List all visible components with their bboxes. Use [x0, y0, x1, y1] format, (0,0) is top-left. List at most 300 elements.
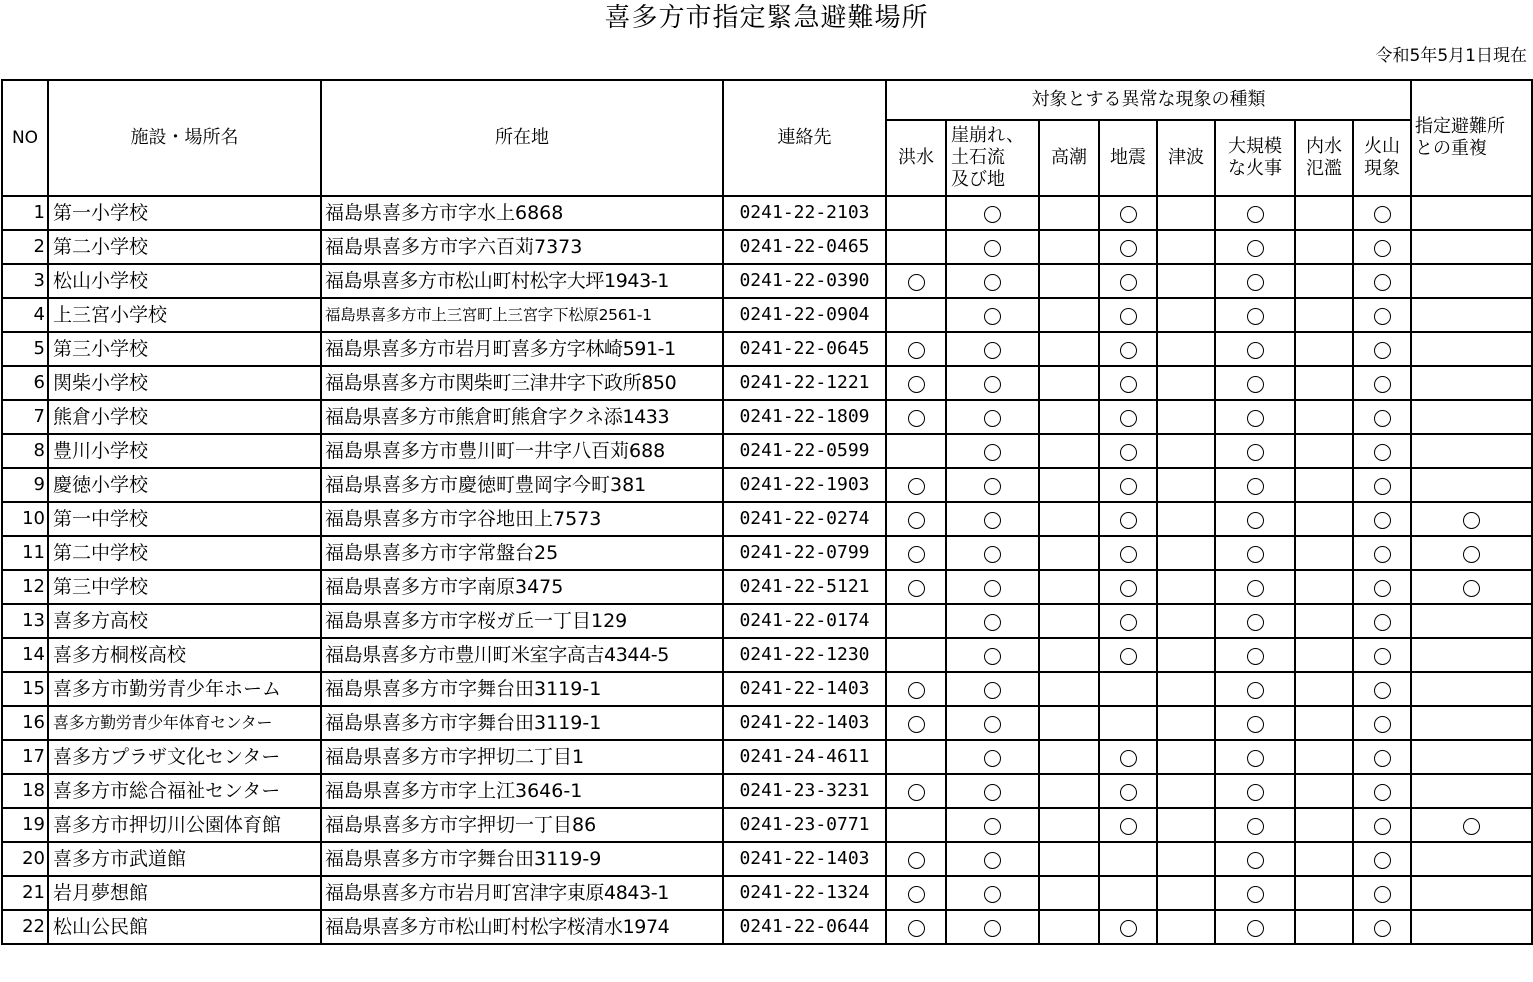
- mark-hazard-volcano: [1353, 536, 1411, 570]
- circle-mark-icon: [1374, 546, 1391, 563]
- circle-mark-icon: [984, 274, 1001, 291]
- circle-mark-icon: [1463, 580, 1480, 597]
- header-hazard-types: 対象とする異常な現象の種類: [886, 80, 1411, 120]
- circle-mark-icon: [1120, 784, 1137, 801]
- header-contact: 連絡先: [723, 80, 886, 196]
- mark-shelter-overlap: [1411, 536, 1532, 570]
- circle-mark-icon: [1247, 240, 1264, 257]
- mark-shelter-overlap: [1411, 502, 1532, 536]
- mark-hazard-tsunami: [1157, 842, 1215, 876]
- circle-mark-icon: [908, 376, 925, 393]
- facility-address: 福島県喜多方市字六百苅7373: [321, 230, 723, 264]
- circle-mark-icon: [908, 478, 925, 495]
- mark-hazard-volcano: [1353, 468, 1411, 502]
- mark-hazard-earthquake: [1099, 400, 1157, 434]
- circle-mark-icon: [1120, 376, 1137, 393]
- header-hazard-landslide: 崖崩れ、 土石流 及び地: [946, 120, 1039, 196]
- mark-hazard-landslide: [946, 774, 1039, 808]
- mark-hazard-tsunami: [1157, 434, 1215, 468]
- facility-address: 福島県喜多方市岩月町喜多方字林崎591-1: [321, 332, 723, 366]
- header-hazard-large-fire: 大規模 な火事: [1215, 120, 1295, 196]
- row-number: 2: [2, 230, 48, 264]
- row-number: 16: [2, 706, 48, 740]
- mark-hazard-storm-surge: [1039, 196, 1099, 230]
- facility-address: 福島県喜多方市字押切二丁目1: [321, 740, 723, 774]
- facility-name: 豊川小学校: [48, 434, 321, 468]
- mark-hazard-flood: [886, 366, 946, 400]
- mark-hazard-storm-surge: [1039, 876, 1099, 910]
- circle-mark-icon: [1120, 240, 1137, 257]
- mark-hazard-volcano: [1353, 808, 1411, 842]
- mark-hazard-large-fire: [1215, 774, 1295, 808]
- circle-mark-icon: [984, 886, 1001, 903]
- mark-hazard-tsunami: [1157, 332, 1215, 366]
- circle-mark-icon: [984, 648, 1001, 665]
- circle-mark-icon: [1374, 512, 1391, 529]
- mark-hazard-flood: [886, 570, 946, 604]
- circle-mark-icon: [1120, 342, 1137, 359]
- circle-mark-icon: [1120, 818, 1137, 835]
- facility-phone: 0241-22-1903: [723, 468, 886, 502]
- circle-mark-icon: [1374, 750, 1391, 767]
- facility-name: 喜多方市武道館: [48, 842, 321, 876]
- circle-mark-icon: [1247, 308, 1264, 325]
- mark-hazard-volcano: [1353, 740, 1411, 774]
- mark-hazard-volcano: [1353, 400, 1411, 434]
- mark-hazard-earthquake: [1099, 706, 1157, 740]
- mark-hazard-inland-flood: [1295, 604, 1353, 638]
- mark-hazard-large-fire: [1215, 672, 1295, 706]
- circle-mark-icon: [908, 920, 925, 937]
- mark-shelter-overlap: [1411, 808, 1532, 842]
- circle-mark-icon: [1120, 478, 1137, 495]
- facility-name: 喜多方市勤労青少年ホーム: [48, 672, 321, 706]
- mark-hazard-flood: [886, 706, 946, 740]
- table-row: [2, 502, 1532, 536]
- circle-mark-icon: [984, 478, 1001, 495]
- table-row: [2, 366, 1532, 400]
- mark-hazard-large-fire: [1215, 468, 1295, 502]
- circle-mark-icon: [984, 240, 1001, 257]
- circle-mark-icon: [984, 750, 1001, 767]
- header-shelter-overlap: 指定避難所 との重複: [1411, 80, 1532, 196]
- mark-hazard-storm-surge: [1039, 706, 1099, 740]
- mark-hazard-storm-surge: [1039, 774, 1099, 808]
- header-facility-name: 施設・場所名: [48, 80, 321, 196]
- circle-mark-icon: [1120, 410, 1137, 427]
- mark-hazard-tsunami: [1157, 298, 1215, 332]
- mark-hazard-flood: [886, 740, 946, 774]
- mark-hazard-landslide: [946, 468, 1039, 502]
- facility-name: 第三小学校: [48, 332, 321, 366]
- row-number: 9: [2, 468, 48, 502]
- facility-address: 福島県喜多方市字押切一丁目86: [321, 808, 723, 842]
- facility-address: 福島県喜多方市字南原3475: [321, 570, 723, 604]
- mark-hazard-earthquake: [1099, 638, 1157, 672]
- mark-shelter-overlap: [1411, 366, 1532, 400]
- circle-mark-icon: [1247, 580, 1264, 597]
- mark-hazard-volcano: [1353, 842, 1411, 876]
- mark-hazard-landslide: [946, 298, 1039, 332]
- mark-hazard-storm-surge: [1039, 638, 1099, 672]
- circle-mark-icon: [984, 682, 1001, 699]
- mark-shelter-overlap: [1411, 672, 1532, 706]
- circle-mark-icon: [984, 580, 1001, 597]
- facility-address: 福島県喜多方市豊川町一井字八百苅688: [321, 434, 723, 468]
- circle-mark-icon: [908, 410, 925, 427]
- circle-mark-icon: [1374, 410, 1391, 427]
- mark-hazard-earthquake: [1099, 876, 1157, 910]
- circle-mark-icon: [984, 818, 1001, 835]
- circle-mark-icon: [1247, 614, 1264, 631]
- mark-shelter-overlap: [1411, 230, 1532, 264]
- circle-mark-icon: [908, 852, 925, 869]
- circle-mark-icon: [984, 444, 1001, 461]
- facility-phone: 0241-22-0599: [723, 434, 886, 468]
- mark-hazard-flood: [886, 298, 946, 332]
- mark-hazard-earthquake: [1099, 434, 1157, 468]
- mark-hazard-earthquake: [1099, 298, 1157, 332]
- mark-hazard-inland-flood: [1295, 230, 1353, 264]
- mark-hazard-tsunami: [1157, 468, 1215, 502]
- mark-hazard-large-fire: [1215, 434, 1295, 468]
- table-row: [2, 672, 1532, 706]
- circle-mark-icon: [1374, 886, 1391, 903]
- circle-mark-icon: [984, 308, 1001, 325]
- row-number: 11: [2, 536, 48, 570]
- mark-hazard-tsunami: [1157, 502, 1215, 536]
- mark-hazard-inland-flood: [1295, 332, 1353, 366]
- mark-hazard-landslide: [946, 604, 1039, 638]
- mark-hazard-earthquake: [1099, 740, 1157, 774]
- mark-hazard-landslide: [946, 230, 1039, 264]
- mark-hazard-storm-surge: [1039, 604, 1099, 638]
- table-row: [2, 468, 1532, 502]
- facility-name: 松山公民館: [48, 910, 321, 944]
- mark-hazard-storm-surge: [1039, 842, 1099, 876]
- circle-mark-icon: [1247, 376, 1264, 393]
- mark-hazard-inland-flood: [1295, 298, 1353, 332]
- row-number: 17: [2, 740, 48, 774]
- mark-hazard-storm-surge: [1039, 570, 1099, 604]
- table-row: [2, 536, 1532, 570]
- mark-hazard-volcano: [1353, 298, 1411, 332]
- facility-address: 福島県喜多方市字上江3646-1: [321, 774, 723, 808]
- facility-phone: 0241-23-0771: [723, 808, 886, 842]
- mark-hazard-landslide: [946, 876, 1039, 910]
- mark-hazard-inland-flood: [1295, 570, 1353, 604]
- mark-hazard-large-fire: [1215, 366, 1295, 400]
- circle-mark-icon: [1374, 478, 1391, 495]
- header-hazard-flood: 洪水: [886, 120, 946, 196]
- mark-hazard-landslide: [946, 672, 1039, 706]
- mark-hazard-landslide: [946, 808, 1039, 842]
- mark-hazard-storm-surge: [1039, 400, 1099, 434]
- table-header: [2, 80, 1532, 196]
- row-number: 6: [2, 366, 48, 400]
- mark-hazard-earthquake: [1099, 366, 1157, 400]
- mark-hazard-inland-flood: [1295, 910, 1353, 944]
- facility-name: 第二中学校: [48, 536, 321, 570]
- facility-name: 第三中学校: [48, 570, 321, 604]
- mark-hazard-earthquake: [1099, 230, 1157, 264]
- mark-hazard-tsunami: [1157, 638, 1215, 672]
- mark-shelter-overlap: [1411, 332, 1532, 366]
- mark-hazard-volcano: [1353, 638, 1411, 672]
- mark-hazard-volcano: [1353, 604, 1411, 638]
- facility-address: 福島県喜多方市豊川町米室字高吉4344-5: [321, 638, 723, 672]
- mark-hazard-storm-surge: [1039, 264, 1099, 298]
- table-body: [2, 196, 1532, 944]
- circle-mark-icon: [984, 920, 1001, 937]
- mark-shelter-overlap: [1411, 298, 1532, 332]
- facility-address: 福島県喜多方市上三宮町上三宮字下松原2561-1: [321, 298, 723, 332]
- mark-hazard-landslide: [946, 910, 1039, 944]
- mark-hazard-tsunami: [1157, 230, 1215, 264]
- mark-hazard-large-fire: [1215, 570, 1295, 604]
- circle-mark-icon: [1374, 614, 1391, 631]
- circle-mark-icon: [984, 376, 1001, 393]
- mark-hazard-earthquake: [1099, 196, 1157, 230]
- facility-name: 第一中学校: [48, 502, 321, 536]
- row-number: 19: [2, 808, 48, 842]
- mark-hazard-storm-surge: [1039, 332, 1099, 366]
- mark-hazard-tsunami: [1157, 706, 1215, 740]
- facility-phone: 0241-22-2103: [723, 196, 886, 230]
- circle-mark-icon: [1247, 342, 1264, 359]
- circle-mark-icon: [1247, 444, 1264, 461]
- table-row: [2, 434, 1532, 468]
- circle-mark-icon: [984, 342, 1001, 359]
- mark-hazard-storm-surge: [1039, 468, 1099, 502]
- mark-shelter-overlap: [1411, 876, 1532, 910]
- mark-hazard-inland-flood: [1295, 706, 1353, 740]
- mark-hazard-volcano: [1353, 570, 1411, 604]
- mark-shelter-overlap: [1411, 264, 1532, 298]
- mark-hazard-inland-flood: [1295, 638, 1353, 672]
- circle-mark-icon: [984, 546, 1001, 563]
- facility-name: 第二小学校: [48, 230, 321, 264]
- circle-mark-icon: [908, 512, 925, 529]
- facility-address: 福島県喜多方市慶徳町豊岡字今町381: [321, 468, 723, 502]
- facility-address: 福島県喜多方市字谷地田上7573: [321, 502, 723, 536]
- mark-hazard-flood: [886, 536, 946, 570]
- mark-shelter-overlap: [1411, 910, 1532, 944]
- facility-address: 福島県喜多方市字舞台田3119-1: [321, 672, 723, 706]
- mark-hazard-inland-flood: [1295, 536, 1353, 570]
- circle-mark-icon: [1120, 512, 1137, 529]
- circle-mark-icon: [1374, 784, 1391, 801]
- header-no: NO: [2, 80, 48, 196]
- mark-hazard-tsunami: [1157, 264, 1215, 298]
- table-row: [2, 638, 1532, 672]
- circle-mark-icon: [984, 852, 1001, 869]
- mark-hazard-landslide: [946, 740, 1039, 774]
- row-number: 1: [2, 196, 48, 230]
- mark-hazard-inland-flood: [1295, 808, 1353, 842]
- table-row: [2, 740, 1532, 774]
- mark-hazard-large-fire: [1215, 536, 1295, 570]
- mark-hazard-storm-surge: [1039, 298, 1099, 332]
- table-row: [2, 332, 1532, 366]
- mark-hazard-volcano: [1353, 434, 1411, 468]
- mark-shelter-overlap: [1411, 740, 1532, 774]
- facility-phone: 0241-22-5121: [723, 570, 886, 604]
- mark-hazard-inland-flood: [1295, 366, 1353, 400]
- facility-address: 福島県喜多方市字舞台田3119-9: [321, 842, 723, 876]
- circle-mark-icon: [1120, 308, 1137, 325]
- mark-hazard-large-fire: [1215, 332, 1295, 366]
- mark-hazard-volcano: [1353, 366, 1411, 400]
- header-hazard-inland-flood: 内水 氾濫: [1295, 120, 1353, 196]
- facility-address: 福島県喜多方市字常盤台25: [321, 536, 723, 570]
- circle-mark-icon: [1120, 206, 1137, 223]
- mark-hazard-large-fire: [1215, 910, 1295, 944]
- row-number: 20: [2, 842, 48, 876]
- facility-phone: 0241-22-0390: [723, 264, 886, 298]
- mark-hazard-large-fire: [1215, 400, 1295, 434]
- table-row: [2, 196, 1532, 230]
- mark-hazard-inland-flood: [1295, 740, 1353, 774]
- table-row: [2, 264, 1532, 298]
- mark-hazard-tsunami: [1157, 672, 1215, 706]
- facility-address: 福島県喜多方市字水上6868: [321, 196, 723, 230]
- facility-name: 岩月夢想館: [48, 876, 321, 910]
- circle-mark-icon: [1247, 274, 1264, 291]
- circle-mark-icon: [984, 206, 1001, 223]
- mark-hazard-storm-surge: [1039, 740, 1099, 774]
- mark-hazard-flood: [886, 604, 946, 638]
- circle-mark-icon: [1374, 444, 1391, 461]
- mark-shelter-overlap: [1411, 638, 1532, 672]
- mark-hazard-tsunami: [1157, 604, 1215, 638]
- mark-hazard-inland-flood: [1295, 434, 1353, 468]
- mark-hazard-large-fire: [1215, 604, 1295, 638]
- facility-phone: 0241-23-3231: [723, 774, 886, 808]
- mark-hazard-flood: [886, 196, 946, 230]
- mark-hazard-flood: [886, 502, 946, 536]
- mark-hazard-volcano: [1353, 774, 1411, 808]
- circle-mark-icon: [1463, 512, 1480, 529]
- mark-hazard-landslide: [946, 706, 1039, 740]
- mark-hazard-large-fire: [1215, 740, 1295, 774]
- mark-shelter-overlap: [1411, 774, 1532, 808]
- circle-mark-icon: [1120, 444, 1137, 461]
- mark-hazard-earthquake: [1099, 332, 1157, 366]
- facility-address: 福島県喜多方市熊倉町熊倉字クネ添1433: [321, 400, 723, 434]
- mark-hazard-tsunami: [1157, 366, 1215, 400]
- circle-mark-icon: [1247, 784, 1264, 801]
- mark-shelter-overlap: [1411, 842, 1532, 876]
- mark-hazard-flood: [886, 332, 946, 366]
- facility-name: 喜多方桐桜高校: [48, 638, 321, 672]
- mark-hazard-large-fire: [1215, 298, 1295, 332]
- mark-hazard-large-fire: [1215, 876, 1295, 910]
- mark-hazard-storm-surge: [1039, 434, 1099, 468]
- header-address: 所在地: [321, 80, 723, 196]
- circle-mark-icon: [1120, 274, 1137, 291]
- mark-hazard-earthquake: [1099, 910, 1157, 944]
- circle-mark-icon: [984, 784, 1001, 801]
- circle-mark-icon: [1120, 580, 1137, 597]
- table-row: [2, 910, 1532, 944]
- circle-mark-icon: [1247, 410, 1264, 427]
- facility-address: 福島県喜多方市岩月町宮津字東原4843-1: [321, 876, 723, 910]
- circle-mark-icon: [1374, 342, 1391, 359]
- mark-hazard-earthquake: [1099, 264, 1157, 298]
- facility-phone: 0241-22-1403: [723, 842, 886, 876]
- circle-mark-icon: [908, 784, 925, 801]
- mark-hazard-inland-flood: [1295, 842, 1353, 876]
- mark-hazard-volcano: [1353, 672, 1411, 706]
- circle-mark-icon: [1247, 886, 1264, 903]
- circle-mark-icon: [908, 716, 925, 733]
- circle-mark-icon: [1247, 920, 1264, 937]
- circle-mark-icon: [1247, 852, 1264, 869]
- mark-shelter-overlap: [1411, 434, 1532, 468]
- row-number: 21: [2, 876, 48, 910]
- row-number: 4: [2, 298, 48, 332]
- circle-mark-icon: [1374, 920, 1391, 937]
- row-number: 5: [2, 332, 48, 366]
- header-hazard-storm-surge: 高潮: [1039, 120, 1099, 196]
- circle-mark-icon: [1120, 546, 1137, 563]
- facility-phone: 0241-22-0465: [723, 230, 886, 264]
- circle-mark-icon: [908, 546, 925, 563]
- mark-hazard-earthquake: [1099, 774, 1157, 808]
- mark-hazard-volcano: [1353, 230, 1411, 264]
- facility-name: 第一小学校: [48, 196, 321, 230]
- facility-phone: 0241-22-1230: [723, 638, 886, 672]
- mark-hazard-flood: [886, 808, 946, 842]
- row-number: 14: [2, 638, 48, 672]
- mark-hazard-inland-flood: [1295, 502, 1353, 536]
- mark-hazard-landslide: [946, 264, 1039, 298]
- mark-hazard-storm-surge: [1039, 502, 1099, 536]
- mark-hazard-storm-surge: [1039, 536, 1099, 570]
- mark-hazard-flood: [886, 638, 946, 672]
- circle-mark-icon: [984, 716, 1001, 733]
- facility-name: 関柴小学校: [48, 366, 321, 400]
- circle-mark-icon: [1247, 546, 1264, 563]
- mark-hazard-volcano: [1353, 196, 1411, 230]
- mark-hazard-earthquake: [1099, 468, 1157, 502]
- table-row: [2, 774, 1532, 808]
- mark-hazard-earthquake: [1099, 536, 1157, 570]
- mark-hazard-inland-flood: [1295, 468, 1353, 502]
- mark-hazard-earthquake: [1099, 570, 1157, 604]
- mark-hazard-volcano: [1353, 332, 1411, 366]
- row-number: 18: [2, 774, 48, 808]
- circle-mark-icon: [1374, 716, 1391, 733]
- mark-hazard-volcano: [1353, 910, 1411, 944]
- row-number: 10: [2, 502, 48, 536]
- table-row: [2, 604, 1532, 638]
- mark-hazard-earthquake: [1099, 672, 1157, 706]
- facility-name: 慶徳小学校: [48, 468, 321, 502]
- row-number: 15: [2, 672, 48, 706]
- mark-hazard-tsunami: [1157, 536, 1215, 570]
- facility-address: 福島県喜多方市字桜ガ丘一丁目129: [321, 604, 723, 638]
- facility-phone: 0241-22-0799: [723, 536, 886, 570]
- circle-mark-icon: [1374, 648, 1391, 665]
- circle-mark-icon: [1247, 512, 1264, 529]
- mark-hazard-flood: [886, 400, 946, 434]
- facility-phone: 0241-22-0274: [723, 502, 886, 536]
- mark-hazard-earthquake: [1099, 808, 1157, 842]
- facility-phone: 0241-22-1324: [723, 876, 886, 910]
- header-hazard-volcano: 火山 現象: [1353, 120, 1411, 196]
